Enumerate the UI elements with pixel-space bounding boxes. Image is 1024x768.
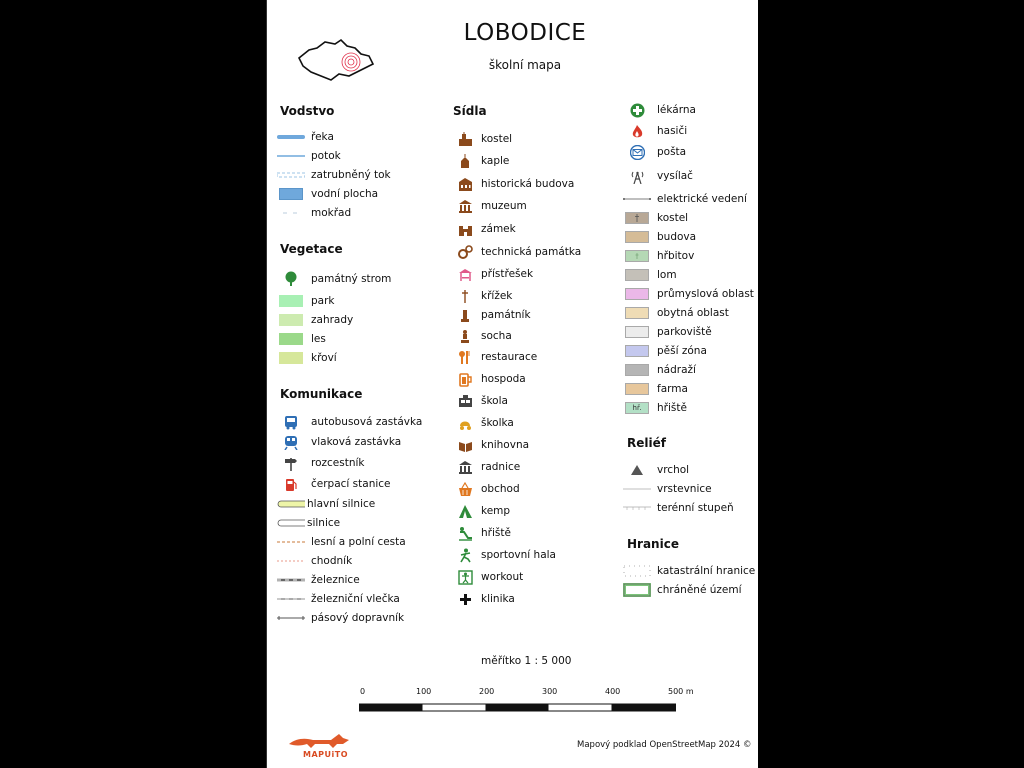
building-area-icon <box>625 231 649 243</box>
legend-item-col3: nádraží <box>623 361 696 379</box>
siding-line-icon <box>277 596 305 602</box>
legend-item-autobusova-zastavka: autobusová zastávka <box>277 413 422 431</box>
legend-item-katastralni-hranice: katastrální hranice <box>623 562 755 580</box>
legend-item-sidla: hospoda <box>451 370 526 388</box>
legend-item-park: park <box>277 292 335 310</box>
playground-icon <box>458 526 473 541</box>
industrial-area-icon <box>625 288 649 300</box>
railway-station-area-icon <box>625 364 649 376</box>
legend-item-col3: vysílač <box>623 167 693 185</box>
section-vodstvo: Vodstvo <box>280 104 335 118</box>
legend-item-sidla: škola <box>451 392 508 410</box>
garden-area-icon <box>279 314 303 326</box>
legend-item-col3: hasiči <box>623 122 687 140</box>
main-road-icon <box>277 500 305 508</box>
park-area-icon <box>279 295 303 307</box>
track-line-icon <box>277 540 305 544</box>
legend-item-sidla: památník <box>451 306 531 324</box>
museum-icon <box>458 199 473 214</box>
legend-item-col3: obytná oblast <box>623 304 729 322</box>
peak-triangle-icon <box>630 464 644 476</box>
workout-icon <box>458 570 473 585</box>
legend-item-terenni-stupen: terénní stupeň <box>623 499 734 517</box>
legend-item-sidla: kostel <box>451 130 512 148</box>
scale-tick: 500 m <box>668 687 694 696</box>
legend-item-sidla: workout <box>451 568 523 586</box>
legend-item-col3: budova <box>623 228 696 246</box>
legend-item-hlavni-silnice: hlavní silnice <box>277 495 375 513</box>
fire-station-icon <box>630 124 645 139</box>
wetland-icon <box>277 209 305 217</box>
terrain-step-icon <box>623 505 651 511</box>
chapel-icon <box>458 154 473 169</box>
legend-item-sidla: zámek <box>451 220 516 238</box>
quarry-area-icon <box>625 269 649 281</box>
shop-basket-icon <box>458 482 473 497</box>
residential-area-icon <box>625 307 649 319</box>
scale-tick: 0 <box>360 687 366 696</box>
post-office-icon <box>630 145 645 160</box>
castle-icon <box>458 222 473 237</box>
legend-item-sidla: kemp <box>451 502 510 520</box>
scale-tick: 300 <box>542 687 558 696</box>
legend-item-sidla: školka <box>451 414 514 432</box>
legend-item-vodni-plocha: vodní plocha <box>277 185 378 203</box>
legend-item-vlakova-zastavka: vlaková zastávka <box>277 433 401 451</box>
cemetery-cross-icon <box>634 252 640 260</box>
conveyor-line-icon <box>277 615 305 621</box>
legend-item-sidla: křížek <box>451 287 512 305</box>
power-line-icon <box>623 196 651 202</box>
section-sidla: Sídla <box>453 104 487 118</box>
cadastral-boundary-icon <box>623 565 651 577</box>
legend-item-sidla: socha <box>451 327 512 345</box>
map-credit: Mapový podklad OpenStreetMap 2024 © <box>577 740 752 750</box>
legend-item-rozcestnik: rozcestník <box>277 454 365 472</box>
scale-ticks <box>360 687 700 699</box>
map-title: LOBODICE <box>463 20 587 46</box>
legend-item-cerpaci-stanice: čerpací stanice <box>277 475 391 493</box>
culvert-line-icon <box>277 172 305 178</box>
legend-item-sidla: sportovní hala <box>451 546 556 564</box>
legend-item-col3: pošta <box>623 143 686 161</box>
road-icon <box>277 519 305 527</box>
memorial-tree-icon <box>284 271 298 287</box>
footway-line-icon <box>277 559 305 563</box>
section-hranice: Hranice <box>627 537 679 551</box>
legend-item-potok: potok <box>277 147 341 165</box>
legend-item-col3: lékárna <box>623 101 696 119</box>
legend-item-sidla: kaple <box>451 152 509 170</box>
mapuito-fox-logo <box>287 730 353 750</box>
clinic-cross-icon <box>458 592 473 607</box>
legend-item-sidla: technická památka <box>451 243 581 261</box>
section-relief: Reliéf <box>627 436 666 450</box>
town-hall-icon <box>458 460 473 475</box>
water-area-icon <box>279 188 303 200</box>
legend-item-chranene-uzemi: chráněné území <box>623 581 742 599</box>
map-legend-sheet <box>266 0 758 768</box>
memorial-icon <box>458 308 473 323</box>
playground-area-icon <box>625 402 649 414</box>
legend-item-zeleznicni-vlecka: železniční vlečka <box>277 590 400 608</box>
bus-stop-icon <box>284 415 298 430</box>
statue-icon <box>458 329 473 344</box>
legend-item-zeleznice: železnice <box>277 571 360 589</box>
scrub-area-icon <box>279 352 303 364</box>
legend-item-sidla: muzeum <box>451 197 527 215</box>
railway-line-icon <box>277 577 305 583</box>
kindergarten-icon <box>458 416 473 431</box>
legend-item-sidla: radnice <box>451 458 520 476</box>
legend-item-col3: hřbitov <box>623 247 694 265</box>
camp-tent-icon <box>458 504 473 519</box>
legend-item-sidla: obchod <box>451 480 520 498</box>
restaurant-icon <box>458 350 473 365</box>
playground-badge: hř. <box>632 404 642 412</box>
shelter-icon <box>458 267 473 282</box>
legend-item-mokrad: mokřad <box>277 204 351 222</box>
church-icon <box>458 132 473 147</box>
legend-item-pamatny-strom: památný strom <box>277 270 391 288</box>
map-subtitle: školní mapa <box>488 58 562 72</box>
legend-item-col3: průmyslová oblast <box>623 285 754 303</box>
historic-building-icon <box>458 177 473 192</box>
legend-item-sidla: knihovna <box>451 436 529 454</box>
signpost-icon <box>284 456 298 471</box>
protected-area-icon <box>623 583 651 597</box>
pedestrian-zone-icon <box>625 345 649 357</box>
wayside-cross-icon <box>458 289 473 304</box>
pharmacy-icon <box>630 103 645 118</box>
transmitter-icon <box>630 169 645 184</box>
forest-area-icon <box>279 333 303 345</box>
scale-label: měřítko 1 : 5 000 <box>481 655 572 667</box>
legend-item-pasovy-dopravnik: pásový dopravník <box>277 609 404 627</box>
technical-monument-icon <box>458 245 473 260</box>
cemetery-area-icon <box>625 250 649 262</box>
legend-item-sidla: hřiště <box>451 524 511 542</box>
legend-item-vrchol: vrchol <box>623 461 689 479</box>
parking-area-icon <box>625 326 649 338</box>
pub-icon <box>458 372 473 387</box>
legend-item-lesni-a-polni-cesta: lesní a polní cesta <box>277 533 406 551</box>
legend-item-krovi: křoví <box>277 349 337 367</box>
cross-mark-icon <box>634 214 640 222</box>
legend-item-sidla: historická budova <box>451 175 574 193</box>
legend-item-col3: farma <box>623 380 688 398</box>
church-area-icon <box>625 212 649 224</box>
legend-item-chodnik: chodník <box>277 552 352 570</box>
fuel-station-icon <box>284 477 298 492</box>
scale-tick: 400 <box>605 687 621 696</box>
legend-item-col3: kostel <box>623 209 688 227</box>
legend-item-sidla: restaurace <box>451 348 537 366</box>
scale-tick: 200 <box>479 687 495 696</box>
legend-item-zahrady: zahrady <box>277 311 353 329</box>
logo-text: MAPUiTO <box>303 750 349 759</box>
stream-line-icon <box>277 154 305 158</box>
section-komunikace: Komunikace <box>280 387 363 401</box>
legend-item-col3: parkoviště <box>623 323 712 341</box>
contour-line-icon <box>623 487 651 491</box>
school-icon <box>458 394 473 409</box>
section-vegetace: Vegetace <box>280 242 343 256</box>
legend-item-sidla: přístřešek <box>451 265 533 283</box>
legend-item-col3: pěší zóna <box>623 342 707 360</box>
legend-item-les: les <box>277 330 326 348</box>
legend-item-zatrubneny-tok: zatrubněný tok <box>277 166 391 184</box>
legend-item-col3: hř. hřiště <box>623 399 687 417</box>
legend-item-reka: řeka <box>277 128 334 146</box>
library-icon <box>458 438 473 453</box>
scale-tick: 100 <box>416 687 432 696</box>
legend-item-silnice: silnice <box>277 514 340 532</box>
legend-item-sidla: klinika <box>451 590 515 608</box>
legend-item-col3: elektrické vedení <box>623 190 747 208</box>
legend-item-col3: lom <box>623 266 677 284</box>
scale-bar <box>359 703 677 713</box>
farm-area-icon <box>625 383 649 395</box>
train-stop-icon <box>284 435 298 450</box>
legend-item-vrstevnice: vrstevnice <box>623 480 712 498</box>
river-line-icon <box>277 134 305 140</box>
sports-hall-icon <box>458 548 473 563</box>
